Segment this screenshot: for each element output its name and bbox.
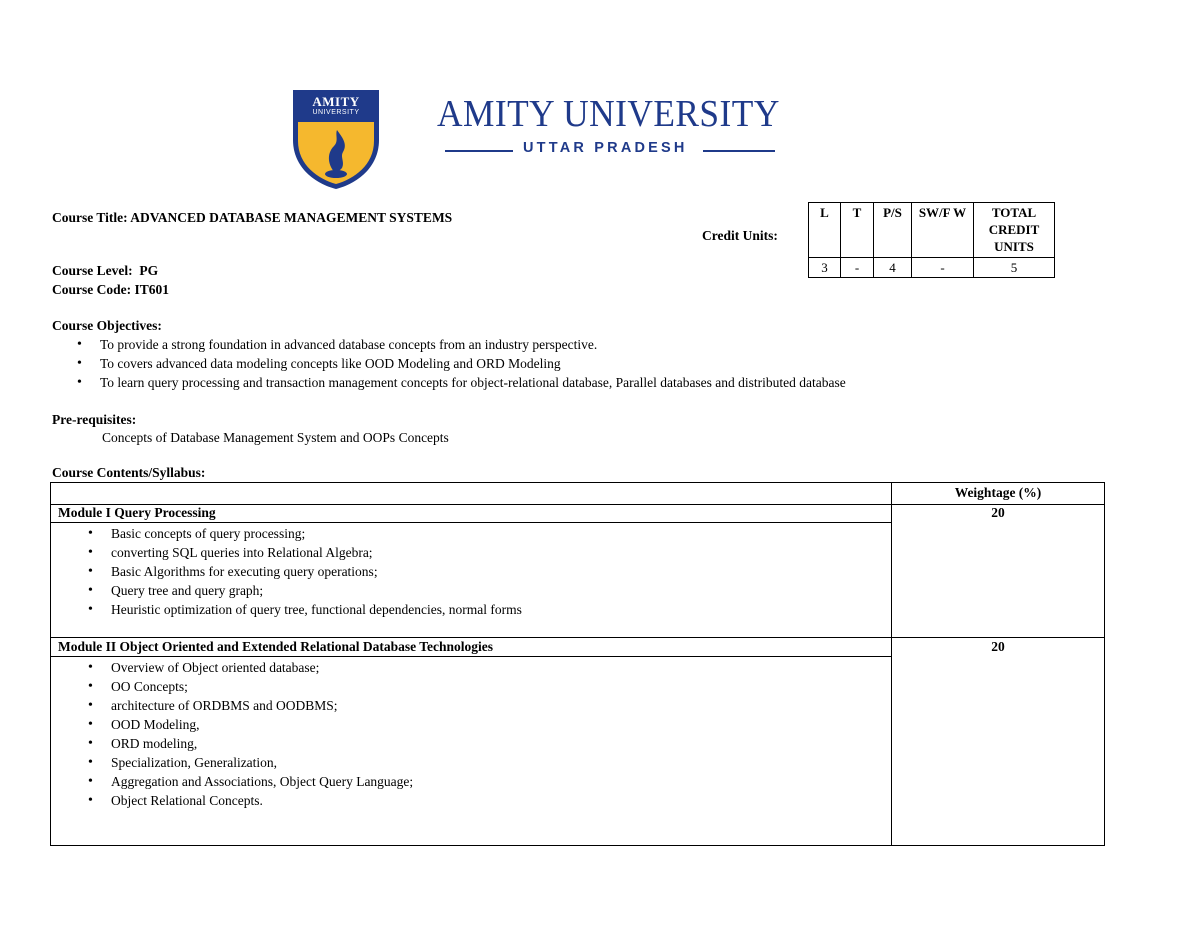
list-item: • Object Relational Concepts. xyxy=(85,791,413,810)
credit-header-t: T xyxy=(841,203,874,258)
course-title-label: Course Title: xyxy=(52,210,128,225)
syllabus-table xyxy=(50,482,1105,846)
credit-header-total: TOTAL CREDIT UNITS xyxy=(974,203,1055,258)
crest-text-university: UNIVERSITY xyxy=(312,109,360,116)
list-item: • To covers advanced data modeling concepts like OOD Modeling and ORD Modeling xyxy=(74,354,846,373)
module-2-weight: 20 xyxy=(991,639,1005,654)
brand-subtitle-row xyxy=(445,140,775,160)
credit-units-table xyxy=(808,202,1055,278)
prerequisites-text: Concepts of Database Management System and OOPs Concepts xyxy=(102,430,449,445)
list-item: • ORD modeling, xyxy=(85,734,413,753)
credit-header-swfw: SW/F W xyxy=(912,203,974,258)
weightage-header: Weightage (%) xyxy=(954,485,1042,500)
list-item: • To provide a strong foundation in advanced database concepts from an industry perspective. xyxy=(74,335,846,354)
divider-left xyxy=(445,150,513,152)
module-1-title: Module I Query Processing xyxy=(58,505,216,520)
module-2-title: Module II Object Oriented and Extended Relational Database Technologies xyxy=(58,639,494,654)
brand-subtitle: UTTAR PRADESH xyxy=(523,140,688,156)
objectives-heading: Course Objectives: xyxy=(52,318,162,333)
course-code-label: Course Code: xyxy=(52,282,132,297)
course-title-value: ADVANCED DATABASE MANAGEMENT SYSTEMS xyxy=(130,210,453,225)
column-divider xyxy=(891,483,892,845)
course-title xyxy=(52,210,452,226)
prerequisites-heading: Pre-requisites: xyxy=(52,412,137,427)
list-item: • architecture of ORDBMS and OODBMS; xyxy=(85,696,413,715)
crest-text-amity: AMITY xyxy=(312,94,360,109)
credit-table-value-row xyxy=(809,258,1055,278)
course-level xyxy=(52,263,158,279)
list-item: • Overview of Object oriented database; xyxy=(85,658,413,677)
credit-units-label: Credit Units: xyxy=(702,228,778,243)
credit-value-swfw: - xyxy=(912,258,974,278)
credit-value-ps: 4 xyxy=(874,258,912,278)
list-item: • converting SQL queries into Relational Algebra; xyxy=(85,543,522,562)
row-divider xyxy=(51,656,891,657)
list-item: • Basic Algorithms for executing query operations; xyxy=(85,562,522,581)
course-code xyxy=(52,282,169,298)
course-level-value: PG xyxy=(139,263,159,278)
university-crest-logo xyxy=(290,88,382,190)
list-item: • OO Concepts; xyxy=(85,677,413,696)
course-level-label: Course Level: xyxy=(52,263,133,278)
syllabus-heading: Course Contents/Syllabus: xyxy=(52,465,206,480)
module-1-topics xyxy=(85,524,522,619)
credit-header-l: L xyxy=(809,203,841,258)
credit-value-t: - xyxy=(841,258,874,278)
list-item: • Basic concepts of query processing; xyxy=(85,524,522,543)
divider-right xyxy=(703,150,775,152)
course-code-value: IT601 xyxy=(134,282,170,297)
list-item: • Specialization, Generalization, xyxy=(85,753,413,772)
credit-value-total: 5 xyxy=(974,258,1055,278)
credit-table-header-row xyxy=(809,203,1055,258)
list-item: • OOD Modeling, xyxy=(85,715,413,734)
list-item: • To learn query processing and transaction management concepts for object-relational database, Parallel databases and distributed database xyxy=(74,373,846,392)
university-wordmark xyxy=(437,92,782,162)
list-item: • Heuristic optimization of query tree, functional dependencies, normal forms xyxy=(85,600,522,619)
row-divider xyxy=(51,522,891,523)
module-2-topics xyxy=(85,658,413,810)
brand-name: AMITY UNIVERSITY xyxy=(437,93,780,135)
list-item: • Aggregation and Associations, Object Query Language; xyxy=(85,772,413,791)
objectives-list xyxy=(74,335,846,392)
list-item: • Query tree and query graph; xyxy=(85,581,522,600)
module-1-weight: 20 xyxy=(991,505,1005,520)
row-divider xyxy=(51,637,1104,638)
credit-header-ps: P/S xyxy=(874,203,912,258)
credit-value-l: 3 xyxy=(809,258,841,278)
